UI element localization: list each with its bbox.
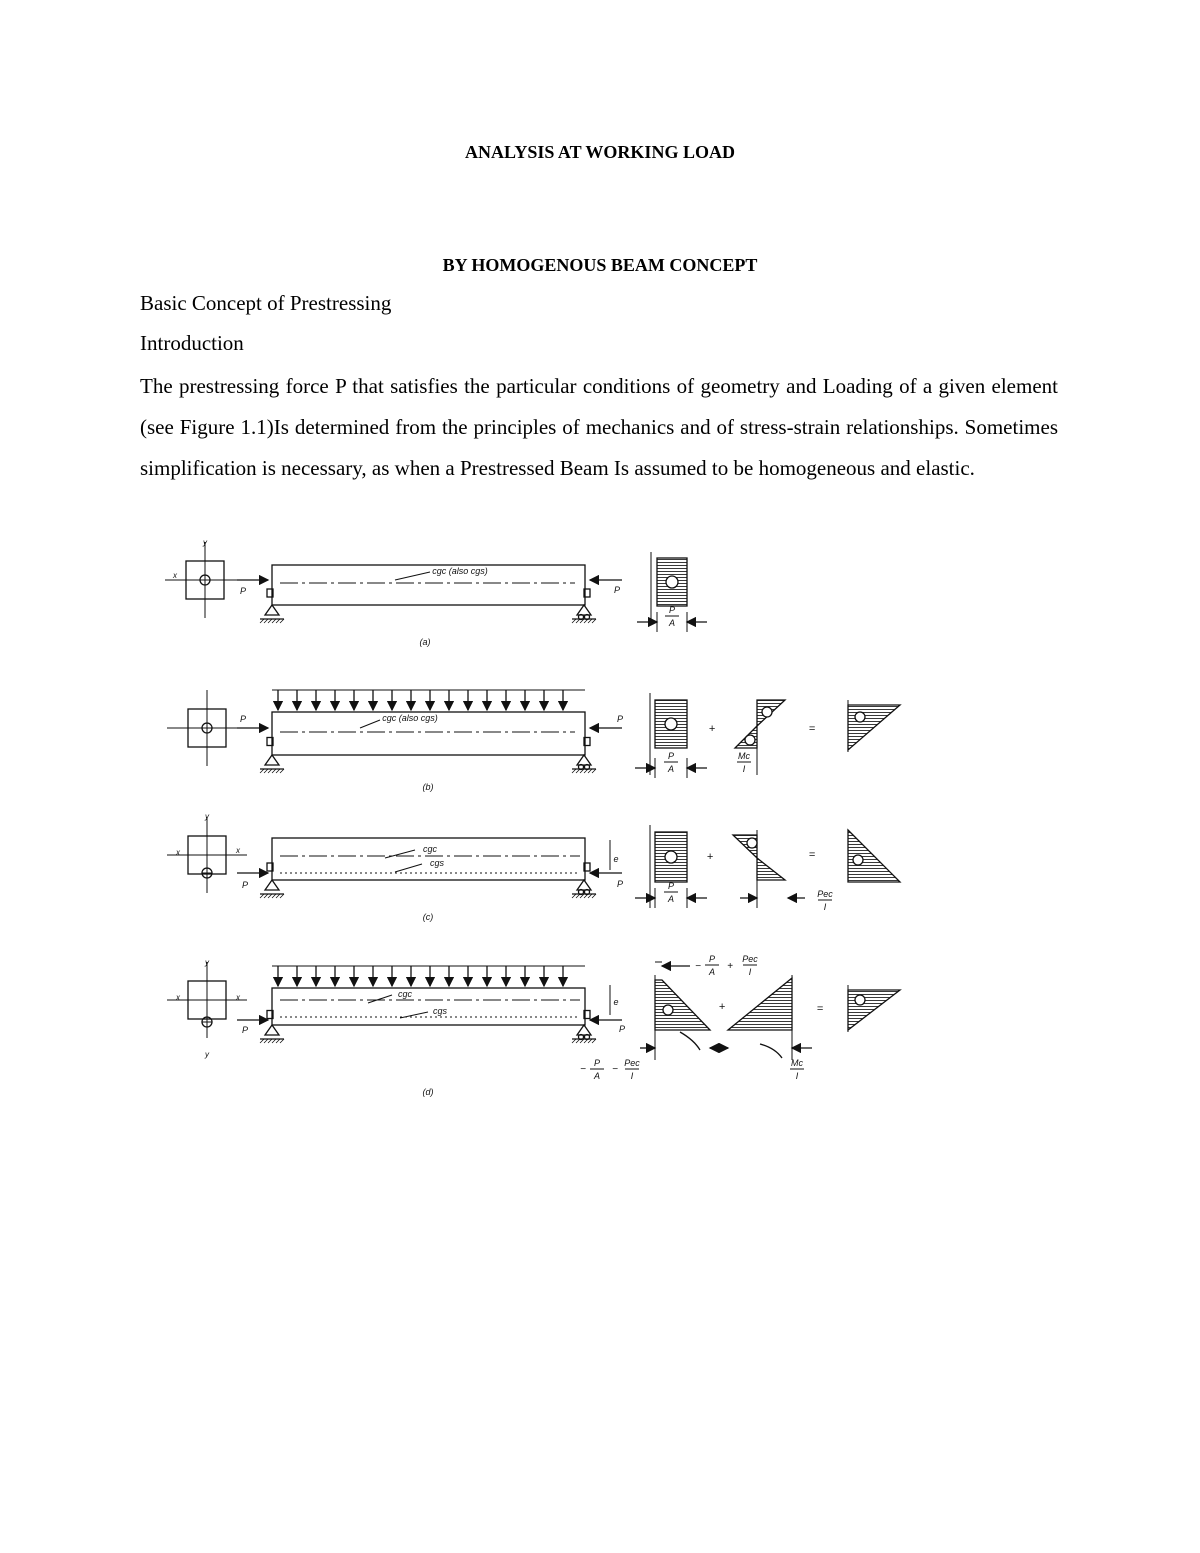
panel-d-bot-peci-denominator: I xyxy=(630,1071,634,1081)
panel-a-p-right: P xyxy=(613,585,621,595)
panel-d-bot-peci-numerator: Pec xyxy=(624,1058,640,1068)
panel-b-p-right: P xyxy=(616,714,624,724)
panel-a-cgc-leader xyxy=(395,572,430,580)
panel-a-pa-denominator: A xyxy=(668,618,676,628)
panel-d-cgs-leader xyxy=(400,1012,428,1018)
panel-b-support-left-triangle xyxy=(265,755,279,765)
subsection-title: Introduction xyxy=(140,331,244,355)
panel-c-moment-sign xyxy=(747,838,757,848)
panel-d-caption: (d) xyxy=(422,1087,434,1097)
panel-d-stress-prestress xyxy=(655,980,710,1030)
panel-d-mc-leader xyxy=(760,1044,782,1058)
panel-d-cgc-label: cgc xyxy=(397,989,413,999)
panel-d-moment xyxy=(728,978,792,1030)
panel-c-stress-sign xyxy=(665,851,677,863)
panel-b-moment-sign-bottom xyxy=(745,735,755,745)
panel-b-caption: (b) xyxy=(422,782,434,792)
panel-c-peci-numerator: Pec xyxy=(817,889,833,899)
panel-c-cgc-leader xyxy=(385,850,415,858)
panel-c-result-sign xyxy=(853,855,863,865)
panel-a-stress-sign xyxy=(666,576,678,588)
panel-a-x-label: x xyxy=(173,571,177,580)
panel-c-x-label: x xyxy=(176,848,180,857)
panel-a-p-left: P xyxy=(239,586,247,596)
panel-b-result-sign xyxy=(855,712,865,722)
panel-d-top-minus: − xyxy=(695,961,701,972)
panel-d-y-label: y xyxy=(205,958,209,967)
panel-c-moment-bottom xyxy=(757,858,785,880)
intro-paragraph: The prestressing force P that satisfies the particular conditions of geometry and Loading of a given element (see Figure 1.1)Is determined from the principles of mechanics and of stress-strain relationships. Sometimes simplification is necessary, as when a Prestressed Beam Is assumed to be homogeneous and elastic. xyxy=(140,374,1058,480)
panel-d-bot-pa-numerator: P xyxy=(593,1058,601,1068)
panel-d-support-left-triangle xyxy=(265,1025,279,1035)
panel-d-mci-denominator: I xyxy=(795,1071,799,1081)
panel-d-bot-minus1: − xyxy=(580,1064,586,1075)
panel-d-result xyxy=(848,990,900,1030)
panel-c-caption: (c) xyxy=(422,912,434,922)
panel-d-mci-numerator: Mc xyxy=(791,1058,803,1068)
panel-c-y-label: y xyxy=(205,812,209,821)
panel-d-top-pa-numerator: P xyxy=(708,954,716,964)
panel-a-caption: (a) xyxy=(419,637,431,647)
panel-d-result-sign xyxy=(855,995,865,1005)
panel-b-stress-sign xyxy=(665,718,677,730)
panel-d-equals: = xyxy=(816,1003,824,1015)
panel-d-cgs-label: cgs xyxy=(432,1006,448,1016)
panel-b-cgc-leader xyxy=(360,720,380,728)
page-subheading: BY HOMOGENOUS BEAM CONCEPT xyxy=(442,255,758,275)
panel-c-p-right: P xyxy=(616,879,624,889)
panel-c-e-label: e xyxy=(613,854,619,864)
panel-b-mci-numerator: Mc xyxy=(738,751,750,761)
panel-d-top-pa-denominator: A xyxy=(708,967,716,977)
panel-c-cgs-leader xyxy=(395,864,422,872)
panel-d-top-peci-denominator: I xyxy=(748,967,752,977)
panel-d-p-right: P xyxy=(618,1024,626,1034)
section-title: Basic Concept of Prestressing xyxy=(140,291,392,315)
panel-c-cgc-label: cgc xyxy=(422,844,438,854)
panel-d-x-label-right: x xyxy=(236,993,240,1002)
panel-c-pa-numerator: P xyxy=(667,881,675,891)
panel-c-equals: = xyxy=(808,849,816,861)
panel-c-support-right-triangle xyxy=(577,880,591,890)
panel-b-mci-denominator: I xyxy=(742,764,746,774)
panel-d-stress-sign xyxy=(663,1005,673,1015)
panel-a-support-right-triangle xyxy=(577,605,591,615)
panel-a-support-left-triangle xyxy=(265,605,279,615)
panel-d-support-right-triangle xyxy=(577,1025,591,1035)
panel-b-equals: = xyxy=(808,723,816,735)
panel-a-y-label: y xyxy=(203,538,207,547)
panel-c-support-left-triangle xyxy=(265,880,279,890)
panel-c-pa-denominator: A xyxy=(667,894,675,904)
panel-c-x-label-right: x xyxy=(236,846,240,855)
panel-d-top-plus: + xyxy=(727,961,733,972)
panel-b-result xyxy=(848,705,900,750)
panel-a-beam xyxy=(272,565,585,605)
panel-c-cgs-label: cgs xyxy=(429,858,445,868)
panel-b-pa-denominator: A xyxy=(667,764,675,774)
panel-d-bot-pa-denominator: A xyxy=(593,1071,601,1081)
panel-b-pa-numerator: P xyxy=(667,751,675,761)
panel-d-top-peci-numerator: Pec xyxy=(742,954,758,964)
panel-a-pa-numerator: P xyxy=(668,605,676,615)
panel-d-plus: + xyxy=(718,1001,726,1013)
panel-d-beam xyxy=(272,988,585,1025)
panel-d-cgc-leader xyxy=(368,995,392,1003)
panel-d-bot-leader xyxy=(680,1032,700,1050)
panel-c-plus: + xyxy=(706,851,714,863)
panel-b-moment-sign-top xyxy=(762,707,772,717)
page-heading: ANALYSIS AT WORKING LOAD xyxy=(465,142,735,162)
panel-b-plus: + xyxy=(708,723,716,735)
panel-d-x-label: x xyxy=(176,993,180,1002)
panel-d-p: P xyxy=(241,1025,249,1035)
panel-c-peci-denominator: I xyxy=(823,902,827,912)
panel-d-e-label: e xyxy=(613,997,619,1007)
panel-a-cgc-label: cgc (also cgs) xyxy=(432,566,488,576)
panel-b-p-left: P xyxy=(239,714,247,724)
panel-d-y-label-bottom: y xyxy=(205,1050,209,1059)
panel-b-support-right-triangle xyxy=(577,755,591,765)
panel-c-p: P xyxy=(241,880,249,890)
panel-d-bot-minus2: − xyxy=(612,1064,618,1075)
panel-b-cgc-label: cgc (also cgs) xyxy=(382,713,438,723)
